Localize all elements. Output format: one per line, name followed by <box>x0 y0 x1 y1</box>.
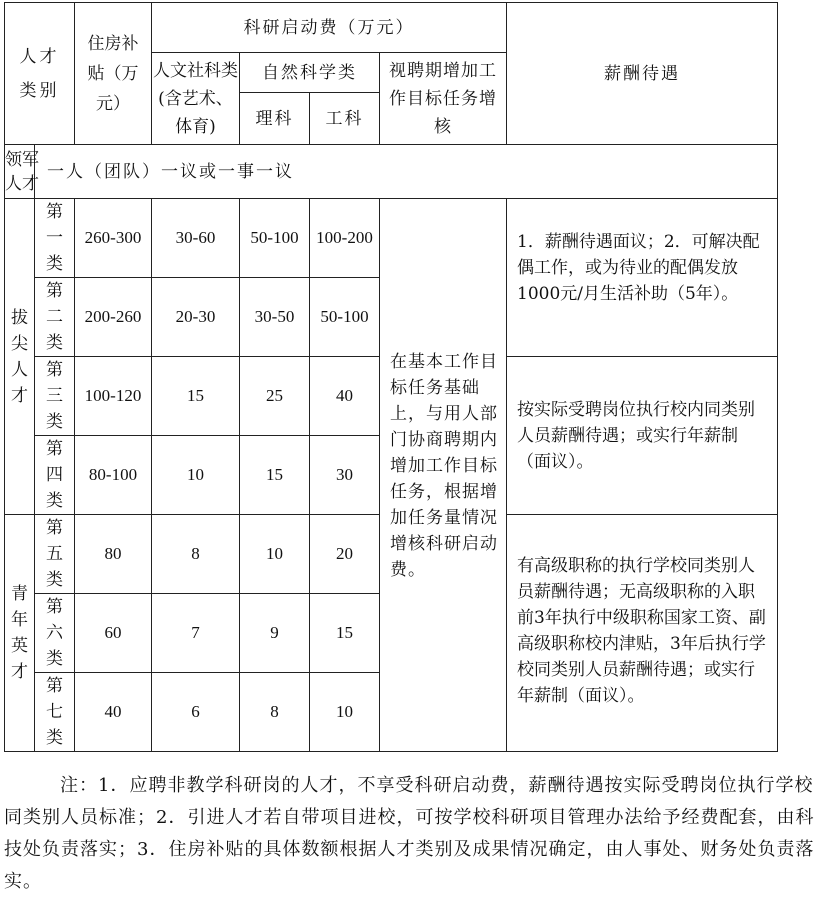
humanities-value: 30-60 <box>152 199 240 278</box>
class-label: 第一类 <box>35 199 75 278</box>
engineering-value: 50-100 <box>310 278 380 357</box>
header-housing: 住房补贴（万元） <box>75 3 152 145</box>
header-natural-science: 自然科学类 <box>240 53 380 93</box>
class-label: 第四类 <box>35 436 75 515</box>
humanities-value: 15 <box>152 357 240 436</box>
engineering-value: 40 <box>310 357 380 436</box>
housing-value: 60 <box>75 594 152 673</box>
footnote: 注：1．应聘非教学科研岗的人才，不享受科研启动费，薪酬待遇按实际受聘岗位执行学校同类别人员标准；2．引进人才若自带项目进校，可按学校科研项目管理办法给予经费配套，由科技处负责落实；3．住房补贴的具体数额根据人才类别及成果情况确定，由人事处、财务处负责落实。 <box>4 775 815 892</box>
science-value: 9 <box>240 594 310 673</box>
header-salary: 薪酬待遇 <box>507 3 778 145</box>
science-value: 8 <box>240 673 310 752</box>
header-startup: 科研启动费（万元） <box>152 3 507 53</box>
header-engineering: 工科 <box>310 93 380 145</box>
group-young-talent: 青年英才 <box>5 515 35 752</box>
header-extra-target: 视聘期增加工作目标任务增核 <box>380 53 507 145</box>
engineering-value: 15 <box>310 594 380 673</box>
housing-value: 100-120 <box>75 357 152 436</box>
salary-policy-top-3-4: 按实际受聘岗位执行校内同类别人员薪酬待遇；或实行年薪制（面议）。 <box>507 357 778 515</box>
science-value: 30-50 <box>240 278 310 357</box>
humanities-value: 10 <box>152 436 240 515</box>
humanities-value: 7 <box>152 594 240 673</box>
class-label: 第五类 <box>35 515 75 594</box>
housing-value: 80-100 <box>75 436 152 515</box>
engineering-value: 30 <box>310 436 380 515</box>
class-label: 第七类 <box>35 673 75 752</box>
leading-talent-label: 领军人才 <box>5 145 35 199</box>
salary-policy-top-1-2: 1．薪酬待遇面议；2．可解决配偶工作，或为待业的配偶发放1000元/月生活补助（5年）。 <box>507 199 778 357</box>
science-value: 25 <box>240 357 310 436</box>
engineering-value: 100-200 <box>310 199 380 278</box>
extra-target-policy: 在基本工作目标任务基础上，与用人部门协商聘期内增加工作目标任务，根据增加任务量情况增核科研启动费。 <box>380 199 507 752</box>
humanities-value: 20-30 <box>152 278 240 357</box>
humanities-value: 8 <box>152 515 240 594</box>
housing-value: 80 <box>75 515 152 594</box>
housing-value: 260-300 <box>75 199 152 278</box>
science-value: 15 <box>240 436 310 515</box>
talent-policy-table <box>4 2 778 752</box>
leading-talent-policy: 一人（团队）一议或一事一议 <box>35 145 778 199</box>
class-label: 第二类 <box>35 278 75 357</box>
header-science: 理科 <box>240 93 310 145</box>
housing-value: 40 <box>75 673 152 752</box>
salary-policy-young: 有高级职称的执行学校同类别人员薪酬待遇；无高级职称的入职前3年执行中级职称国家工资、副高级职称校内津贴，3年后执行学校同类别人员薪酬待遇；或实行年薪制（面议）。 <box>507 515 778 752</box>
engineering-value: 20 <box>310 515 380 594</box>
header-category: 人才类别 <box>5 3 75 145</box>
engineering-value: 10 <box>310 673 380 752</box>
science-value: 50-100 <box>240 199 310 278</box>
group-top-talent: 拔尖人才 <box>5 199 35 515</box>
housing-value: 200-260 <box>75 278 152 357</box>
science-value: 10 <box>240 515 310 594</box>
class-label: 第六类 <box>35 594 75 673</box>
humanities-value: 6 <box>152 673 240 752</box>
header-humanities: 人文社科类(含艺术、体育) <box>152 53 240 145</box>
class-label: 第三类 <box>35 357 75 436</box>
